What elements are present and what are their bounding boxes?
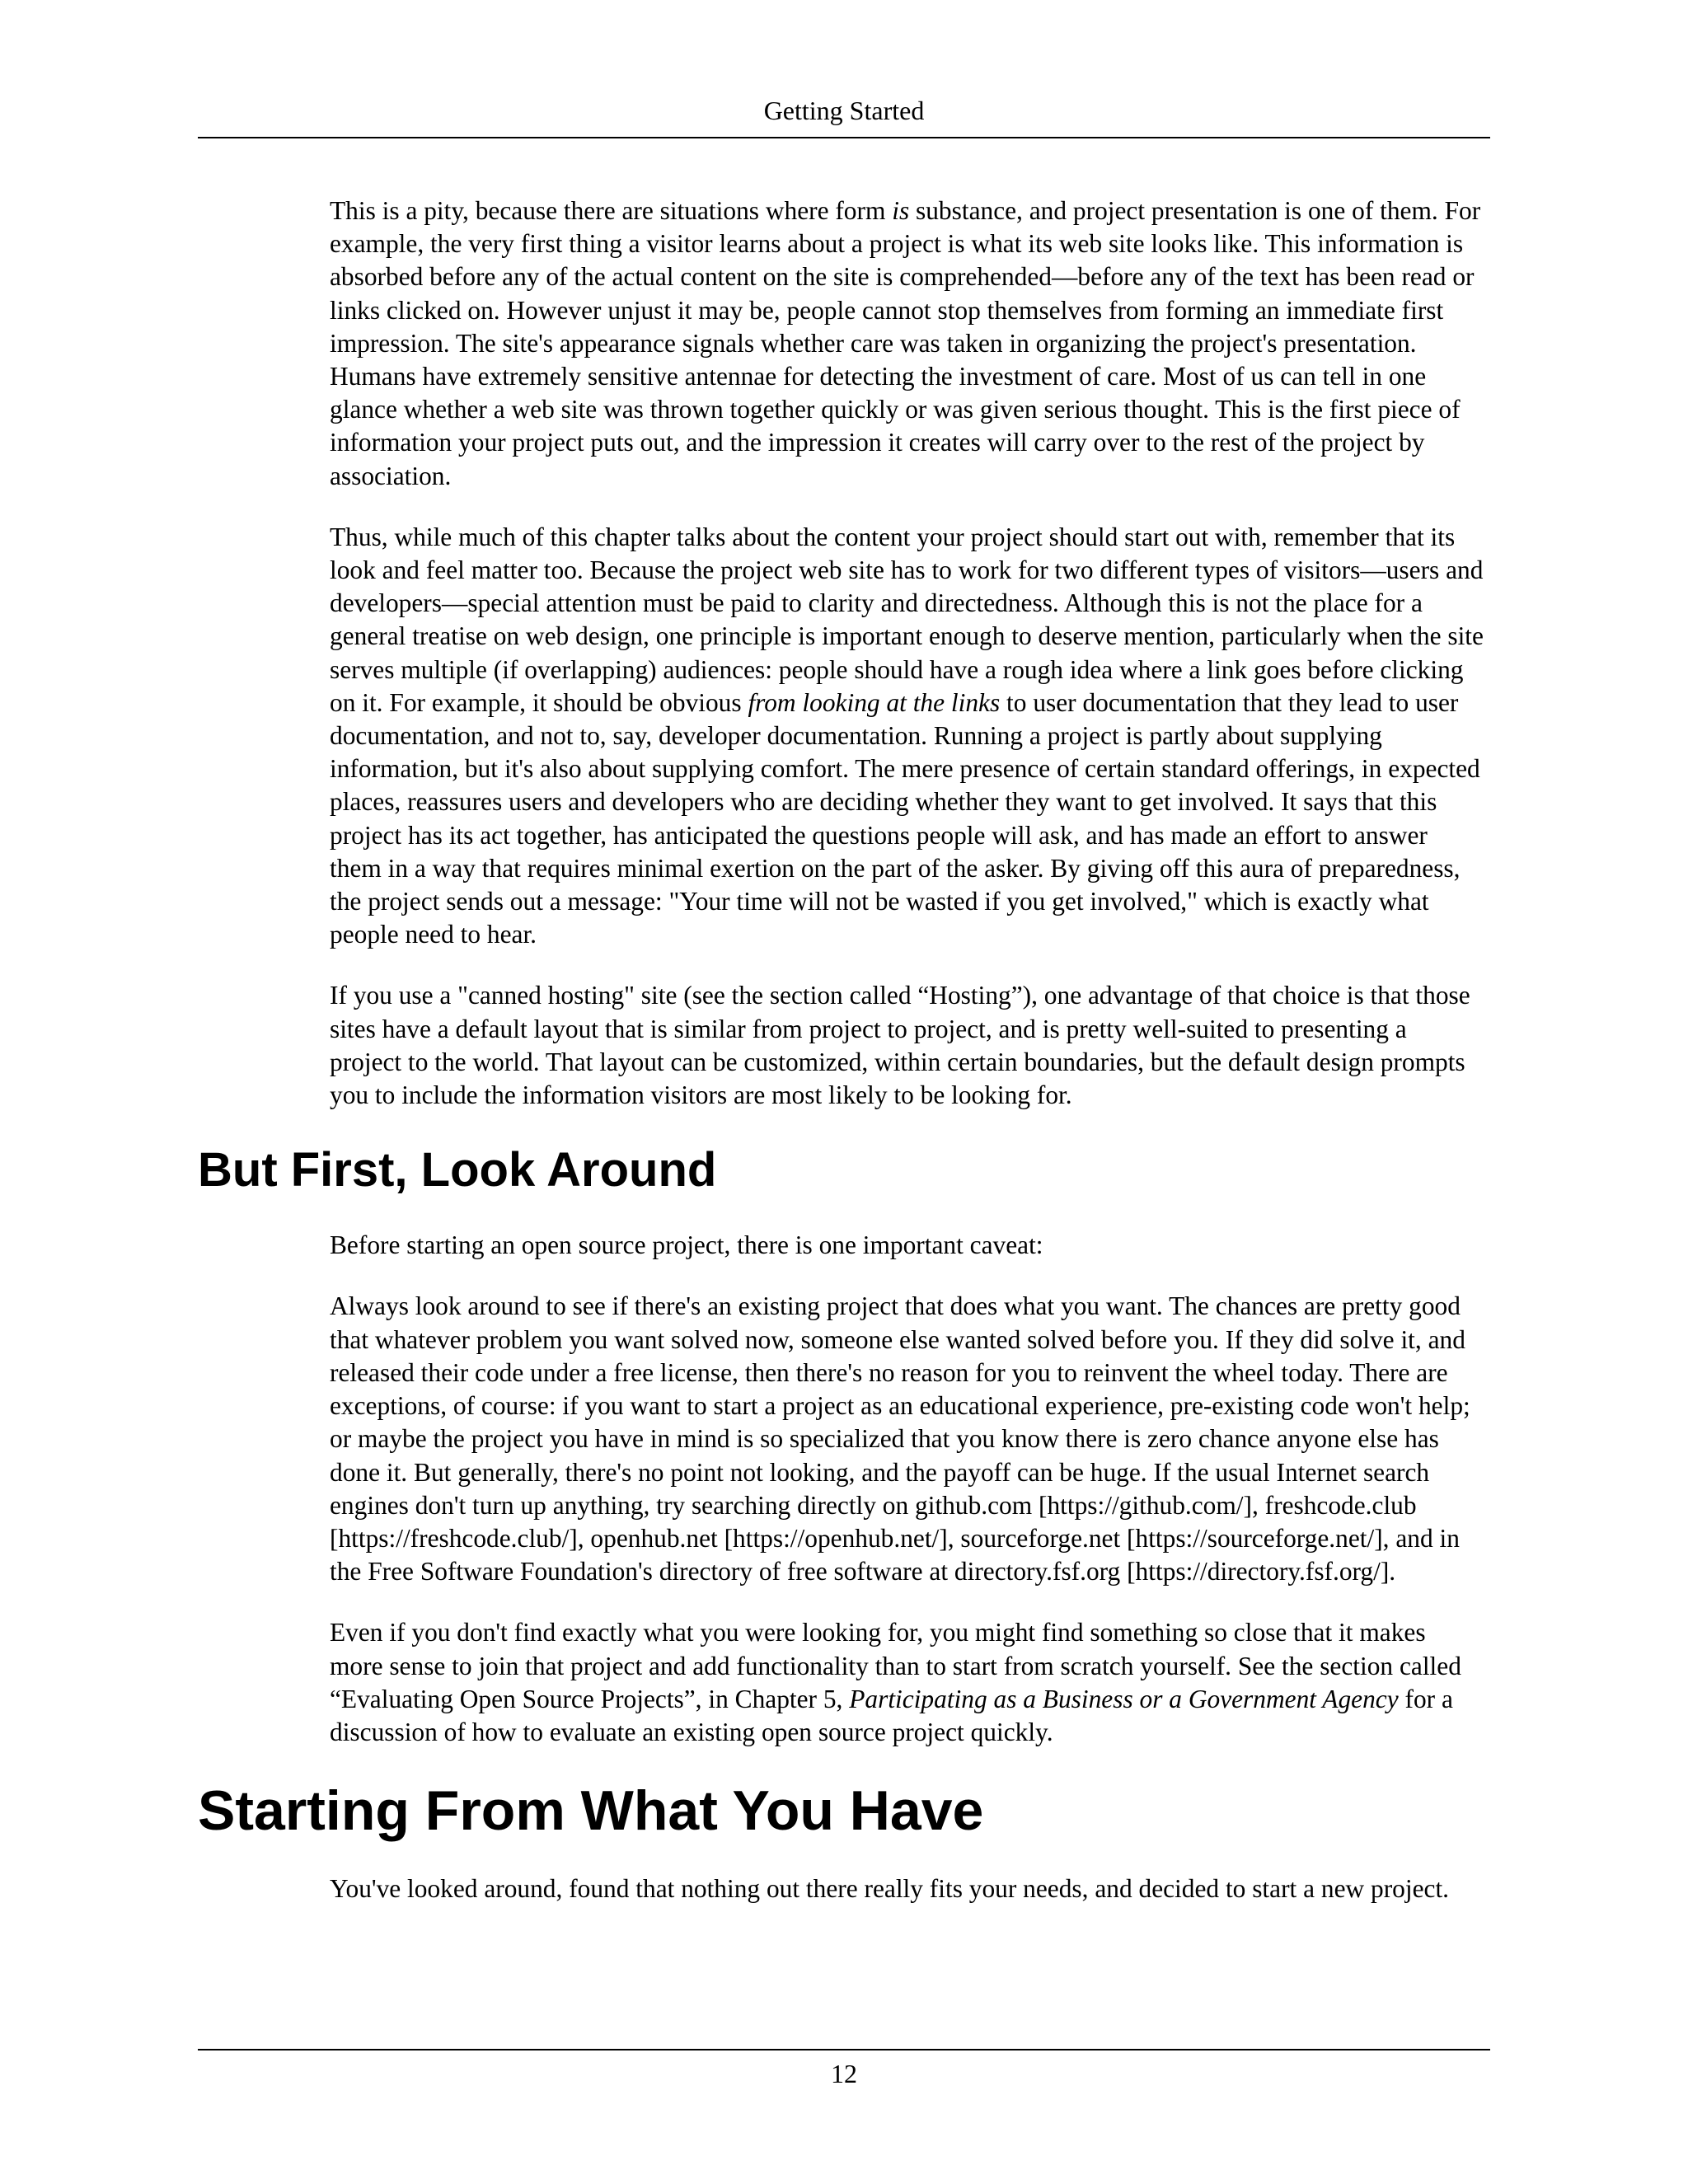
emphasis-text: is (892, 196, 910, 225)
paragraph-caveat: Before starting an open source project, there is one important caveat: (330, 1230, 1043, 1260)
paragraph-canned-hosting: If you use a "canned hosting" site (see the section called “Hosting”), one advantage of that choice is that those sites have a default layout that is similar from project to project, and is pretty well-suited to presenting a project to the world. That layout can be customized, within certain boundaries, but the default design prompts you to include the information visitors are most likely to be looking for. (330, 981, 1470, 1110)
footer-rule (198, 2049, 1490, 2050)
section-heading-starting: Starting From What You Have (198, 1779, 984, 1843)
book-title-reference: Participating as a Business or a Government Agency (849, 1684, 1399, 1713)
paragraph-text: Thus, while much of this chapter talks about the content your project should start out with, remember that its look and feel matter too. Because the project web site has to work for two different types of visitors—users and developers—special attention must be paid to clarity and directedness. Although this is not the place for a general treatise on web design, one principle is important enough to deserve mention, particularly when the site serves multiple (if overlapping) audiences: people should have a rough idea where a link goes before clicking on it. For example, it should be obvious (330, 522, 1484, 717)
paragraph-text: to user documentation that they lead to user documentation, and not to, say, developer documentation. Running a project is partly about supplying information, but it's also about supplying comfort. The mere presence of certain standard offerings, in expected places, reassures users and developers who are deciding whether they want to get involved. It says that this project has its act together, has anticipated the questions people will ask, and has made an effort to answer them in a way that requires minimal exertion on the part of the asker. By giving off this aura of preparedness, the project sends out a message: "Your time will not be wasted if you get involved," which is exactly what people need to hear. (330, 687, 1480, 949)
paragraph-look-around: Always look around to see if there's an existing project that does what you want. The chances are pretty good that whatever problem you want solved now, someone else wanted solved before you. If they did solve it, and released their code under a free license, then there's no reason for you to reinvent the wheel today. There are exceptions, of course: if you want to start a project as an educational experience, pre-existing code won't help; or maybe the project you have in mind is so specialized that you know there is zero chance anyone else has done it. But generally, there's no point not looking, and the payoff can be huge. If the usual Internet search engines don't turn up anything, try searching directly on github.com [https://github.com/], freshcode.club [https://freshcode.club/], openhub.net [https://openhub.net/], sourceforge.net [https://sourceforge.net/], and in the Free Software Foundation's directory of free software at directory.fsf.org [https://directory.fsf.org/]. (330, 1291, 1470, 1586)
section-heading-look-around: But First, Look Around (198, 1143, 717, 1197)
paragraph-form-is-substance (330, 194, 1484, 493)
paragraph-join-project (330, 1616, 1484, 1749)
emphasis-text: from looking at the links (748, 687, 1001, 717)
paragraph-look-and-feel (330, 521, 1484, 952)
paragraph-text: for a discussion of how to evaluate an existing open source project quickly. (330, 1684, 1453, 1746)
page-number: 12 (831, 2059, 857, 2088)
page-body (198, 194, 1490, 1933)
running-header: Getting Started (763, 96, 925, 125)
paragraph-start-new-project: You've looked around, found that nothing out there really fits your needs, and decided to start a new project. (330, 1874, 1450, 1904)
header-rule (198, 137, 1490, 138)
paragraph-text: This is a pity, because there are situations where form (330, 196, 893, 225)
paragraph-text: substance, and project presentation is one of them. For example, the very first thing a visitor learns about a project is what its web site looks like. This information is absorbed before any of the actual content on the site is comprehended—before any of the text has been read or links clicked on. However unjust it may be, people cannot stop themselves from forming an immediate first impression. The site's appearance signals whether care was taken in organizing the project's presentation. Humans have extremely sensitive antennae for detecting the investment of care. Most of us can tell in one glance whether a web site was thrown together quickly or was given serious thought. This is the first piece of information your project puts out, and the impression it creates will carry over to the rest of the project by association. (330, 196, 1481, 490)
paragraph-text: Even if you don't find exactly what you were looking for, you might find something so close that it makes more sense to join that project and add functionality than to start from scratch yourself. See the section called “Evaluating Open Source Projects”, in Chapter 5, (330, 1618, 1461, 1713)
